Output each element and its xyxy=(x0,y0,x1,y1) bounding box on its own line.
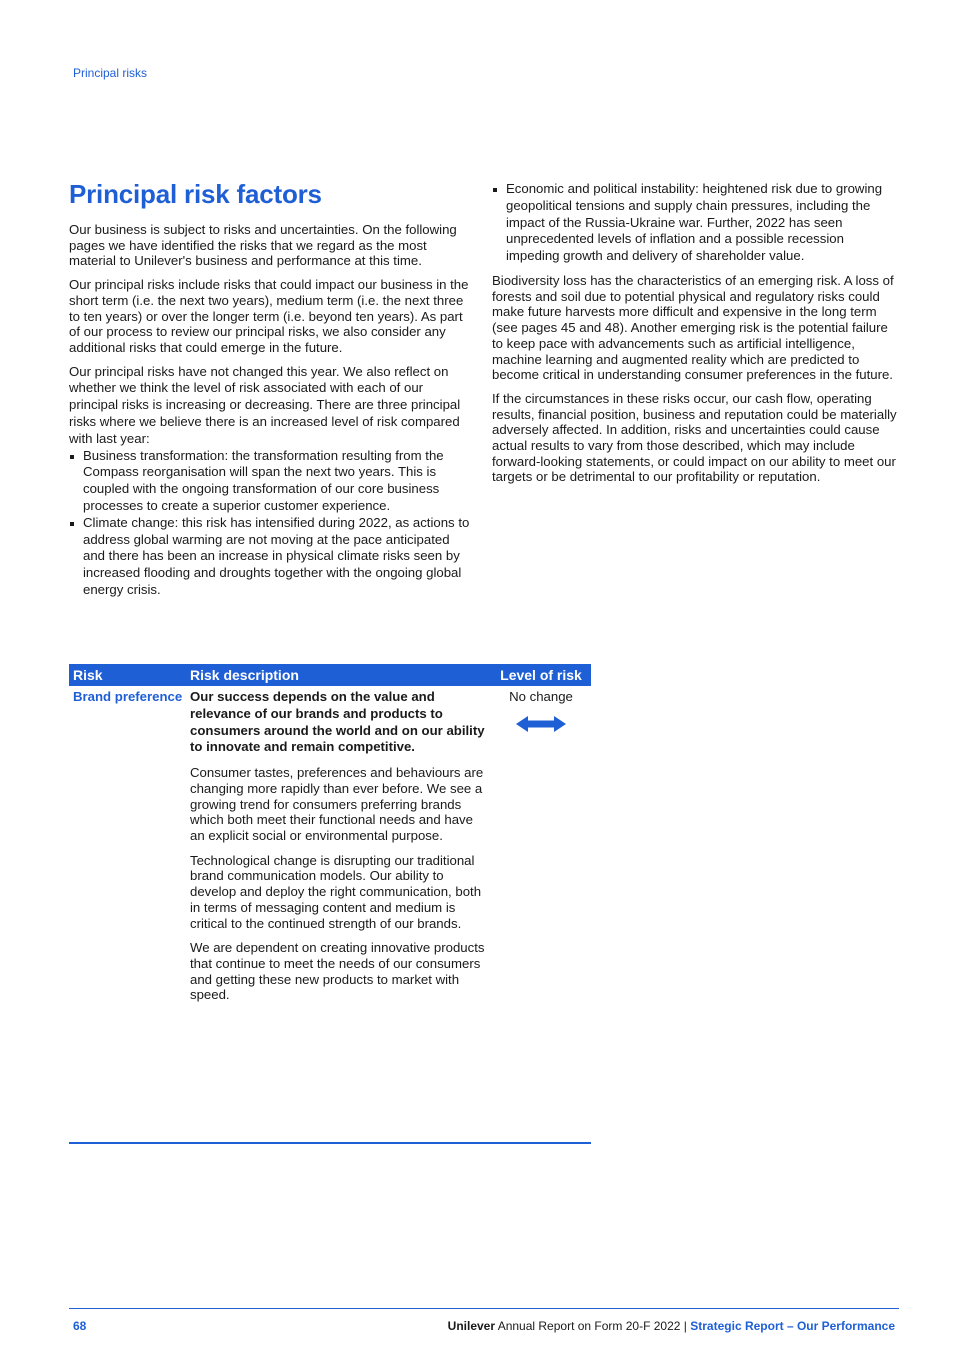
risk-level-label: No change xyxy=(509,689,573,704)
footer-brand: Unilever xyxy=(447,1319,496,1333)
footer-report-title: Annual Report on Form 20-F 2022 xyxy=(497,1319,681,1333)
risk-table xyxy=(69,664,591,1012)
table-header xyxy=(69,664,591,686)
emerging-risks-paragraph: Biodiversity loss has the characteristics of an emerging risk. A loss of forests and soil due to potential physical and regulatory risks could make future harvests more difficult and expensive in the long term (see pages 45 and 48). Another emerging risk is the potential failure to keep pace with advancements such as artificial intelligence, machine learning and augmented reality which are predicted to become critical in understanding consumer preferences in the future. xyxy=(492,272,894,383)
intro-paragraph: Our business is subject to risks and uncertainties. On the following pages we have identified the risks that we regard as the most material to Unilever's business and performance at this time. xyxy=(69,222,457,269)
risk-description-paragraph: Technological change is disrupting our traditional brand communication models. Our ability to develop and deploy the right communication, both in terms of messaging content and medium is critical to the continued strength of our brands. xyxy=(190,852,482,931)
risk-description-paragraph: We are dependent on creating innovative products that continue to meet the needs of our consumers and getting these new products to market with speed. xyxy=(190,940,485,1003)
list-item: Climate change: this risk has intensified during 2022, as actions to address global warming are not moving at the pace anticipated and there has been an increase in physical climate risks seen by increased flooding and droughts together with the ongoing global energy crisis. xyxy=(69,515,474,599)
footer-divider xyxy=(69,1308,899,1309)
column-header-risk: Risk xyxy=(73,667,103,683)
page-title: Principal risk factors xyxy=(69,179,322,209)
table-bottom-rule xyxy=(69,1142,591,1144)
increased-risk-list-continued xyxy=(492,181,898,265)
risk-description-paragraph: Consumer tastes, preferences and behaviours are changing more rapidly than ever before. We see a growing trend for consumers preferring brands which both meet their functional needs and have an explicit social or environmental purpose. xyxy=(190,765,484,843)
table-row xyxy=(69,686,591,1012)
footer-separator: | xyxy=(683,1319,687,1333)
breadcrumb[interactable]: Principal risks xyxy=(73,66,148,80)
impact-paragraph: If the circumstances in these risks occur, our cash flow, operating results, financial position, business and reputation could be materially adversely affected. In addition, risks and uncertainties could cause actual results to vary from those described, which may include forward-looking statements, or could impact on our ability to meet our targets or be detrimental to our profitability or reputation. xyxy=(492,390,897,485)
risk-level xyxy=(491,689,591,1012)
double-arrow-icon xyxy=(515,714,567,734)
footer-report-info xyxy=(448,1319,895,1333)
risk-change-paragraph: Our principal risks have not changed this year. We also reflect on whether we think the level of risk associated with each of our principal risks is increasing or decreasing. There are three principal risks where we believe there is an increased level of risk compared with last year: xyxy=(69,363,461,446)
page-number: 68 xyxy=(73,1319,87,1333)
footer-section-link[interactable]: Strategic Report – Our Performance xyxy=(690,1319,895,1333)
column-header-description: Risk description xyxy=(190,667,299,683)
risk-description xyxy=(186,689,491,1012)
column-header-level: Level of risk xyxy=(500,667,582,683)
risk-lead-statement: Our success depends on the value and relevance of our brands and products to consumers around the world and on our ability to innovate and remain competitive. xyxy=(190,689,485,755)
left-column xyxy=(69,178,474,607)
risk-name: Brand preference xyxy=(73,689,183,704)
right-column xyxy=(492,181,898,493)
list-item: Economic and political instability: heightened risk due to growing geopolitical tensions and supply chain pressures, including the impact of the Russia-Ukraine war. Further, 2022 has seen unprecedented levels of inflation and a possible recession impeding growth and delivery of shareholder value. xyxy=(492,181,898,265)
increased-risk-list xyxy=(69,448,474,599)
principal-risks-paragraph: Our principal risks include risks that could impact our business in the short term (i.e. the next two years), medium term (i.e. the next three to ten years) or over the longer term (i.e. beyond ten years). As part of our process to review our principal risks, we also consider any additional risks that could emerge in the future. xyxy=(69,277,469,355)
list-item: Business transformation: the transformation resulting from the Compass reorganisation will span the next two years. This is coupled with the ongoing transformation of our core business processes to create a superior customer experience. xyxy=(69,448,474,515)
